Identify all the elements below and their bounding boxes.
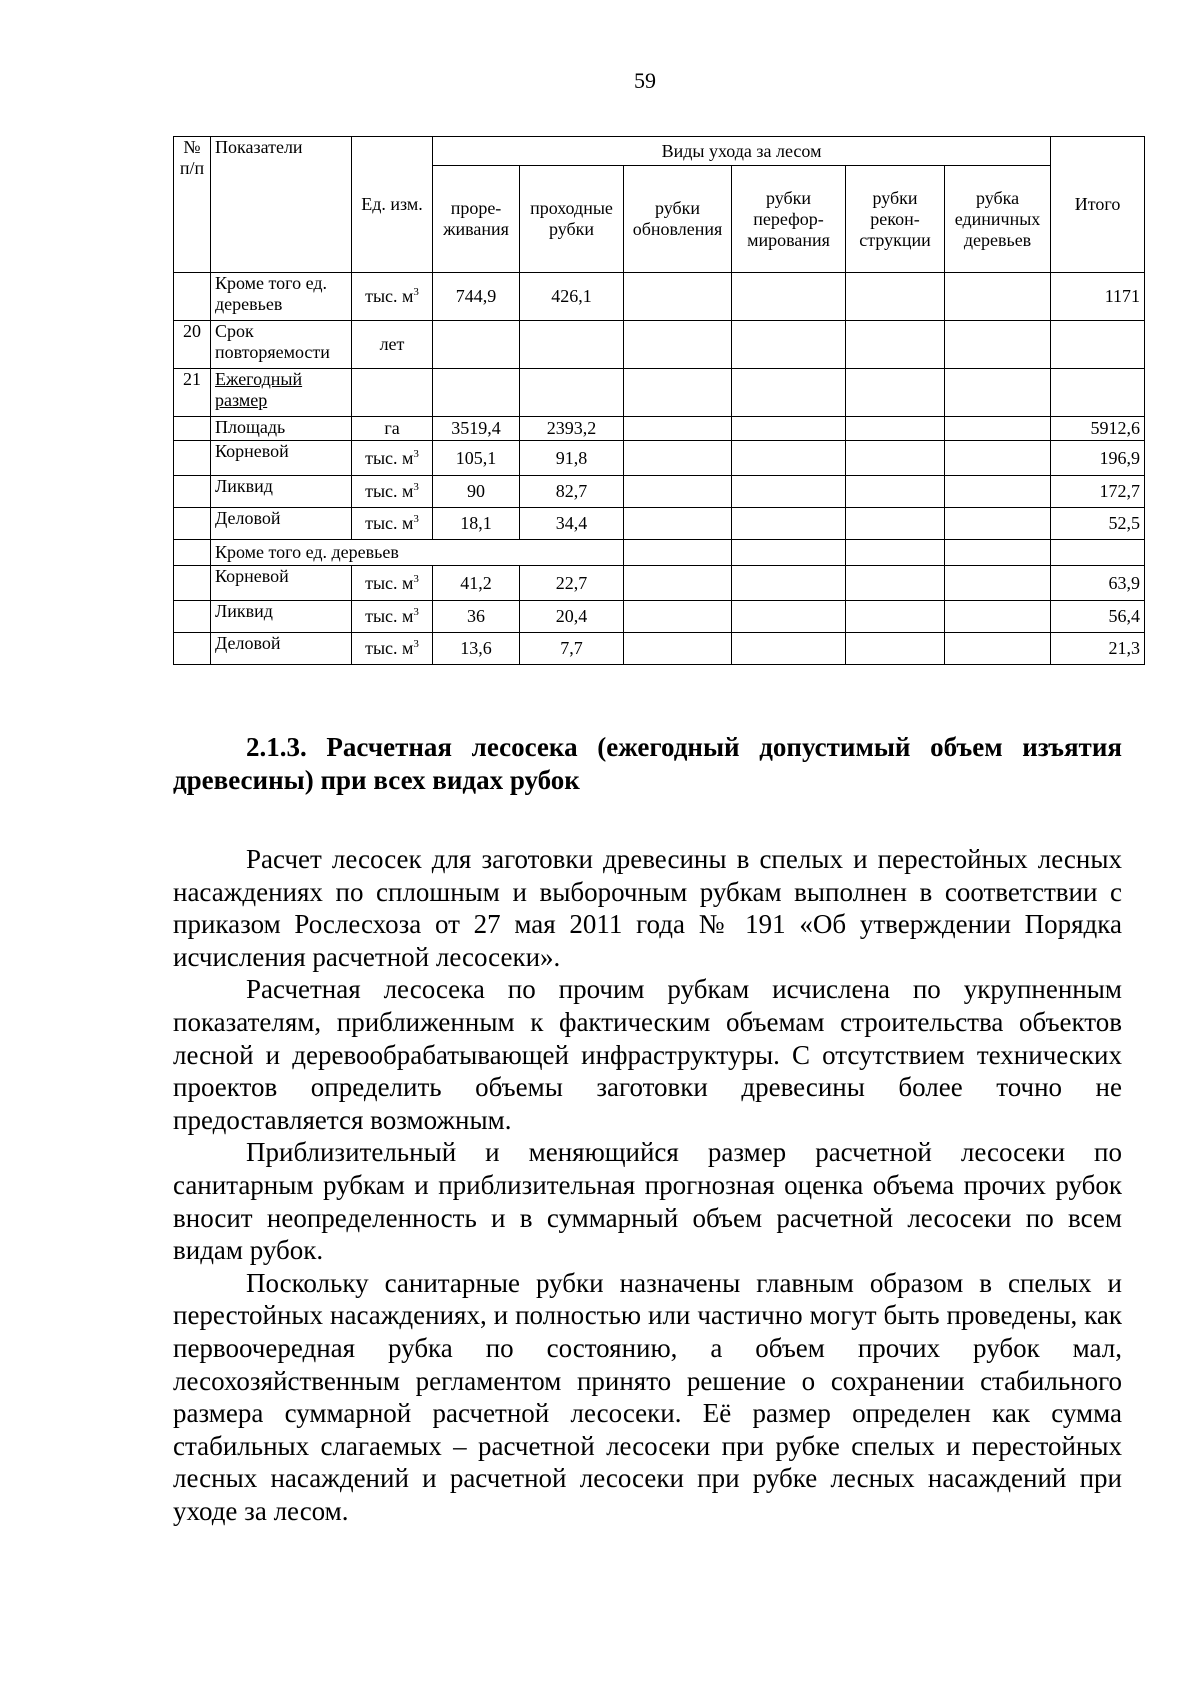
header-unit: Ед. изм. [352, 137, 433, 273]
row-total [1051, 321, 1145, 369]
row-value-passage: 7,7 [520, 633, 624, 665]
empty-cell [732, 540, 846, 566]
empty-cell [945, 508, 1051, 540]
row-unit [352, 417, 433, 441]
empty-cell [846, 540, 945, 566]
empty-cell [624, 566, 732, 601]
empty-cell [945, 273, 1051, 321]
row-unit [352, 476, 433, 508]
row-name: Срок повторяемости [211, 321, 352, 369]
empty-cell [732, 441, 846, 476]
row-value-passage: 22,7 [520, 566, 624, 601]
row-num [174, 476, 211, 508]
row-unit [352, 369, 433, 417]
row-value-thinning: 41,2 [433, 566, 520, 601]
row-name: Ежегодный размер [211, 369, 352, 417]
header-type-single-trees: рубка единичных деревьев [945, 166, 1051, 273]
empty-cell [732, 476, 846, 508]
row-value-passage [520, 369, 624, 417]
row-unit [352, 273, 433, 321]
row-value-passage: 82,7 [520, 476, 624, 508]
row-unit-text: тыс. м [365, 513, 414, 533]
row-unit-sup: 3 [413, 481, 419, 493]
row-name: Корневой [211, 566, 352, 601]
row-total: 196,9 [1051, 441, 1145, 476]
row-unit-text: тыс. м [365, 638, 414, 658]
row-value-thinning: 13,6 [433, 633, 520, 665]
empty-cell [846, 369, 945, 417]
empty-cell [846, 417, 945, 441]
row-total: 1171 [1051, 273, 1145, 321]
row-unit-text: тыс. м [365, 286, 414, 306]
empty-cell [945, 633, 1051, 665]
row-unit-sup: 3 [413, 447, 419, 460]
header-type-reconstruction: рубки рекон-струкции [846, 166, 945, 273]
table-row [174, 476, 1145, 508]
row-total: 5912,6 [1051, 417, 1145, 441]
empty-cell [624, 601, 732, 633]
row-name: Кроме того ед. деревьев [211, 540, 624, 566]
empty-cell [624, 273, 732, 321]
row-name: Кроме того ед. деревьев [211, 273, 352, 321]
row-unit-text: лет [379, 334, 405, 354]
header-indicator: Показатели [211, 137, 352, 273]
row-value-thinning [433, 369, 520, 417]
paragraph: Приблизительный и меняющийся размер расчетной лесосеки по санитарным рубкам и приблизительная прогнозная оценка объема прочих рубок вносит неопределенность и в суммарный объем расчетной лесосеки по всем видам рубок. [173, 1137, 1122, 1266]
table-row [174, 441, 1145, 476]
table-row [174, 508, 1145, 540]
empty-cell [732, 321, 846, 369]
row-name: Корневой [211, 441, 352, 476]
row-unit [352, 321, 433, 369]
row-value-passage: 34,4 [520, 508, 624, 540]
row-num [174, 273, 211, 321]
row-total: 172,7 [1051, 476, 1145, 508]
paragraph: Расчетная лесосека по прочим рубкам исчислена по укрупненным показателям, приближенным к фактическим объемам строительства объектов лесной и деревообрабатывающей инфраструктуры. С отсутствием технических проектов определить объемы заготовки древесины более точно не предоставляется возможным. [173, 974, 1122, 1135]
section-heading-line2: древесины) при всех видах рубок [173, 765, 580, 795]
empty-cell [945, 417, 1051, 441]
empty-cell [732, 633, 846, 665]
row-total [1051, 540, 1145, 566]
empty-cell [846, 601, 945, 633]
empty-cell [624, 369, 732, 417]
row-unit [352, 633, 433, 665]
table-row [174, 566, 1145, 601]
row-value-passage: 91,8 [520, 441, 624, 476]
empty-cell [732, 566, 846, 601]
empty-cell [624, 508, 732, 540]
row-unit-text: тыс. м [365, 447, 414, 468]
body-text [173, 843, 1122, 1527]
empty-cell [945, 369, 1051, 417]
row-value-thinning: 3519,4 [433, 417, 520, 441]
header-type-reformation: рубки перефор-мирования [732, 166, 846, 273]
row-unit-sup: 3 [413, 638, 419, 650]
row-name: Деловой [211, 508, 352, 540]
row-num [174, 417, 211, 441]
table-row [174, 633, 1145, 665]
row-unit-text: га [384, 418, 400, 438]
empty-cell [624, 540, 732, 566]
row-value-passage: 20,4 [520, 601, 624, 633]
header-num: № п/п [174, 137, 211, 273]
row-name: Ликвид [211, 476, 352, 508]
row-name: Ликвид [211, 601, 352, 633]
empty-cell [732, 369, 846, 417]
row-unit-text: тыс. м [365, 481, 414, 501]
empty-cell [945, 601, 1051, 633]
empty-cell [846, 476, 945, 508]
section-heading-line1: 2.1.3. Расчетная лесосека (ежегодный допустимый объем изъятия [246, 732, 1122, 762]
section-heading [173, 731, 1122, 797]
header-total: Итого [1051, 137, 1145, 273]
row-total: 21,3 [1051, 633, 1145, 665]
empty-cell [945, 321, 1051, 369]
empty-cell [846, 566, 945, 601]
empty-cell [846, 321, 945, 369]
empty-cell [624, 417, 732, 441]
row-name: Площадь [211, 417, 352, 441]
row-num [174, 633, 211, 665]
empty-cell [732, 417, 846, 441]
row-num: 21 [174, 369, 211, 417]
row-unit-sup: 3 [413, 286, 419, 298]
row-unit-sup: 3 [413, 513, 419, 525]
empty-cell [846, 441, 945, 476]
row-value-thinning: 18,1 [433, 508, 520, 540]
empty-cell [732, 508, 846, 540]
row-unit-sup: 3 [413, 606, 419, 618]
empty-cell [945, 540, 1051, 566]
paragraph: Расчет лесосек для заготовки древесины в спелых и перестойных лесных насаждениях по сплошным и выборочным рубкам выполнен в соответствии с приказом Рослесхоза от 27 мая 2011 года № 191 «Об утверждении Порядка исчисления расчетной лесосеки». [173, 844, 1122, 972]
row-total: 63,9 [1051, 566, 1145, 601]
row-name: Деловой [211, 633, 352, 665]
row-value-passage [520, 321, 624, 369]
row-num [174, 566, 211, 601]
row-num [174, 601, 211, 633]
empty-cell [624, 633, 732, 665]
empty-cell [846, 273, 945, 321]
row-value-thinning: 90 [433, 476, 520, 508]
row-value-thinning: 744,9 [433, 273, 520, 321]
table-row [174, 321, 1145, 369]
table-row [174, 417, 1145, 441]
row-unit-text: тыс. м [365, 606, 414, 626]
header-care-types: Виды ухода за лесом [433, 137, 1051, 166]
header-type-thinning: проре-живания [433, 166, 520, 273]
row-unit-text: тыс. м [365, 572, 414, 593]
row-value-thinning: 105,1 [433, 441, 520, 476]
row-unit-sup: 3 [413, 572, 419, 585]
row-total: 52,5 [1051, 508, 1145, 540]
empty-cell [624, 441, 732, 476]
row-unit [352, 601, 433, 633]
table-row [174, 540, 1145, 566]
header-type-renewal: рубки обновления [624, 166, 732, 273]
empty-cell [624, 476, 732, 508]
row-total: 56,4 [1051, 601, 1145, 633]
table-row [174, 601, 1145, 633]
page-number: 59 [634, 68, 656, 93]
header-type-passage: проходные рубки [520, 166, 624, 273]
empty-cell [945, 566, 1051, 601]
paragraph: Поскольку санитарные рубки назначены главным образом в спелых и перестойных насаждениях, и полностью или частично могут быть проведены, как первоочередная рубка по состоянию, а объем прочих рубок мал, лесохозяйственным регламентом принято решение о сохранении стабильного размера суммарной расчетной лесосеки. Её размер определен как сумма стабильных слагаемых – расчетной лесосеки при рубке спелых и перестойных лесных насаждений и расчетной лесосеки при рубке лесных насаждений при уходе за лесом. [173, 1267, 1122, 1526]
row-value-thinning [433, 321, 520, 369]
empty-cell [945, 441, 1051, 476]
row-unit [352, 441, 433, 476]
empty-cell [846, 633, 945, 665]
row-value-thinning: 36 [433, 601, 520, 633]
row-total [1051, 369, 1145, 417]
row-num [174, 441, 211, 476]
empty-cell [732, 601, 846, 633]
row-unit [352, 508, 433, 540]
row-num: 20 [174, 321, 211, 369]
row-value-passage: 426,1 [520, 273, 624, 321]
row-num [174, 508, 211, 540]
empty-cell [945, 476, 1051, 508]
empty-cell [732, 273, 846, 321]
row-value-passage: 2393,2 [520, 417, 624, 441]
forest-care-table [173, 136, 1145, 665]
empty-cell [846, 508, 945, 540]
table-row [174, 273, 1145, 321]
row-num [174, 540, 211, 566]
row-unit [352, 566, 433, 601]
table-row [174, 369, 1145, 417]
empty-cell [624, 321, 732, 369]
